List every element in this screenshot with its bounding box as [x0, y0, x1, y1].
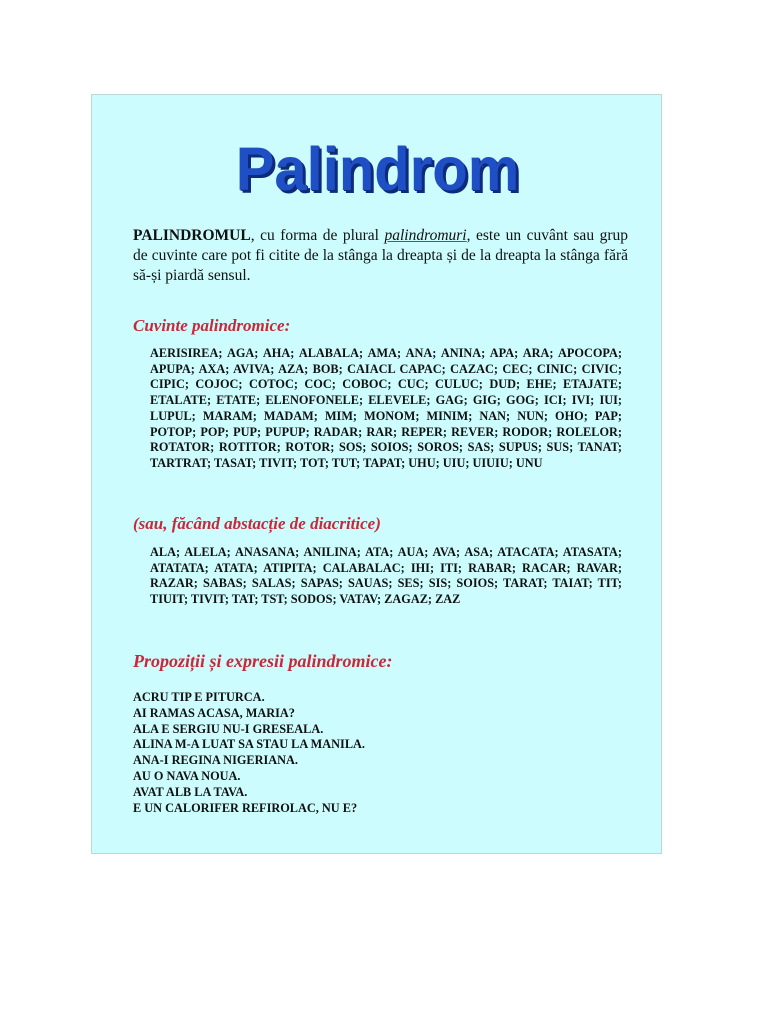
phrase-item: ANA-I REGINA NIGERIANA.: [133, 753, 298, 768]
phrase-item: E UN CALORIFER REFIROLAC, NU E?: [133, 800, 358, 815]
palindrome-phrase-list: [133, 690, 553, 816]
intro-italic-word: palindromuri: [384, 227, 467, 244]
section-heading-phrases: Propoziții și expresii palindromice:: [133, 651, 393, 671]
document-page: [91, 94, 662, 854]
phrase-item: ACRU TIP E PITURCA.: [133, 690, 265, 704]
palindrome-word-list-no-diacritics: ALA; ALELA; ANASANA; ANILINA; ATA; AUA; AVA; ASA; ATACATA; ATASATA; ATATATA; ATATA; ATIPITA; CALABALAC; IHI; ITI; RABAR; RACAR; RAVAR; RAZAR; SABAS; SALAS; SAPAS; SAUAS; SES; SIS; SOIOS; TARAT; TAIAT; TIT; TIUIT; TIVIT; TAT; TST; SODOS; VATAV; ZAGAZ; ZAZ: [150, 545, 622, 607]
page-title: Palindrom: [235, 135, 520, 204]
intro-text-part1: , cu forma de plural: [250, 227, 385, 244]
section-heading-words: Cuvinte palindromice:: [133, 316, 291, 335]
phrase-item: AVAT ALB LA TAVA.: [133, 784, 248, 799]
intro-text-part2: , este un cuvânt sau grup de cuvinte care pot fi citite de la stânga la dreapta și de la dreapta la stânga fără să-și piardă sensul.: [133, 227, 628, 284]
phrase-item: ALINA M-A LUAT SA STAU LA MANILA.: [133, 737, 365, 752]
phrase-item: AU O NAVA NOUA.: [133, 768, 241, 783]
palindrome-word-list: AERISIREA; AGA; AHA; ALABALA; AMA; ANA; ANINA; APA; ARA; APOCOPA; APUPA; AXA; AVIVA; AZA; BOB; CAIACL CAPAC; CAZAC; CEC; CINIC; CIVIC; CIPIC; COJOC; COTOC; COC; COBOC; CUC; CULUC; DUD; EHE; ETAJATE; ETALATE; ETATE; ELENOFONELE; ELEVELE; GAG; GIG; GOG; ICI; IVI; IUI; LUPUL; MARAM; MADAM; MIM; MONOM; MINIM; NAN; NUN; OHO; PAP; POTOP; POP; PUP; PUPUP; RADAR; RAR; REPER; REVER; RODOR; ROLELOR; ROTATOR; ROTITOR; ROTOR; SOS; SOIOS; SOROS; SAS; SUPUS; SUS; TANAT; TARTRAT; TASAT; TIVIT; TOT; TUT; TAPAT; UHU; UIU; UIUIU; UNU: [150, 346, 622, 470]
intro-lead-term: PALINDROMUL: [133, 227, 251, 244]
section-heading-no-diacritics: (sau, făcând abstacție de diacritice): [133, 514, 381, 533]
phrase-item: ALA E SERGIU NU-I GRESEALA.: [133, 721, 324, 736]
intro-paragraph: [133, 226, 628, 286]
phrase-item: AI RAMAS ACASA, MARIA?: [133, 705, 295, 720]
